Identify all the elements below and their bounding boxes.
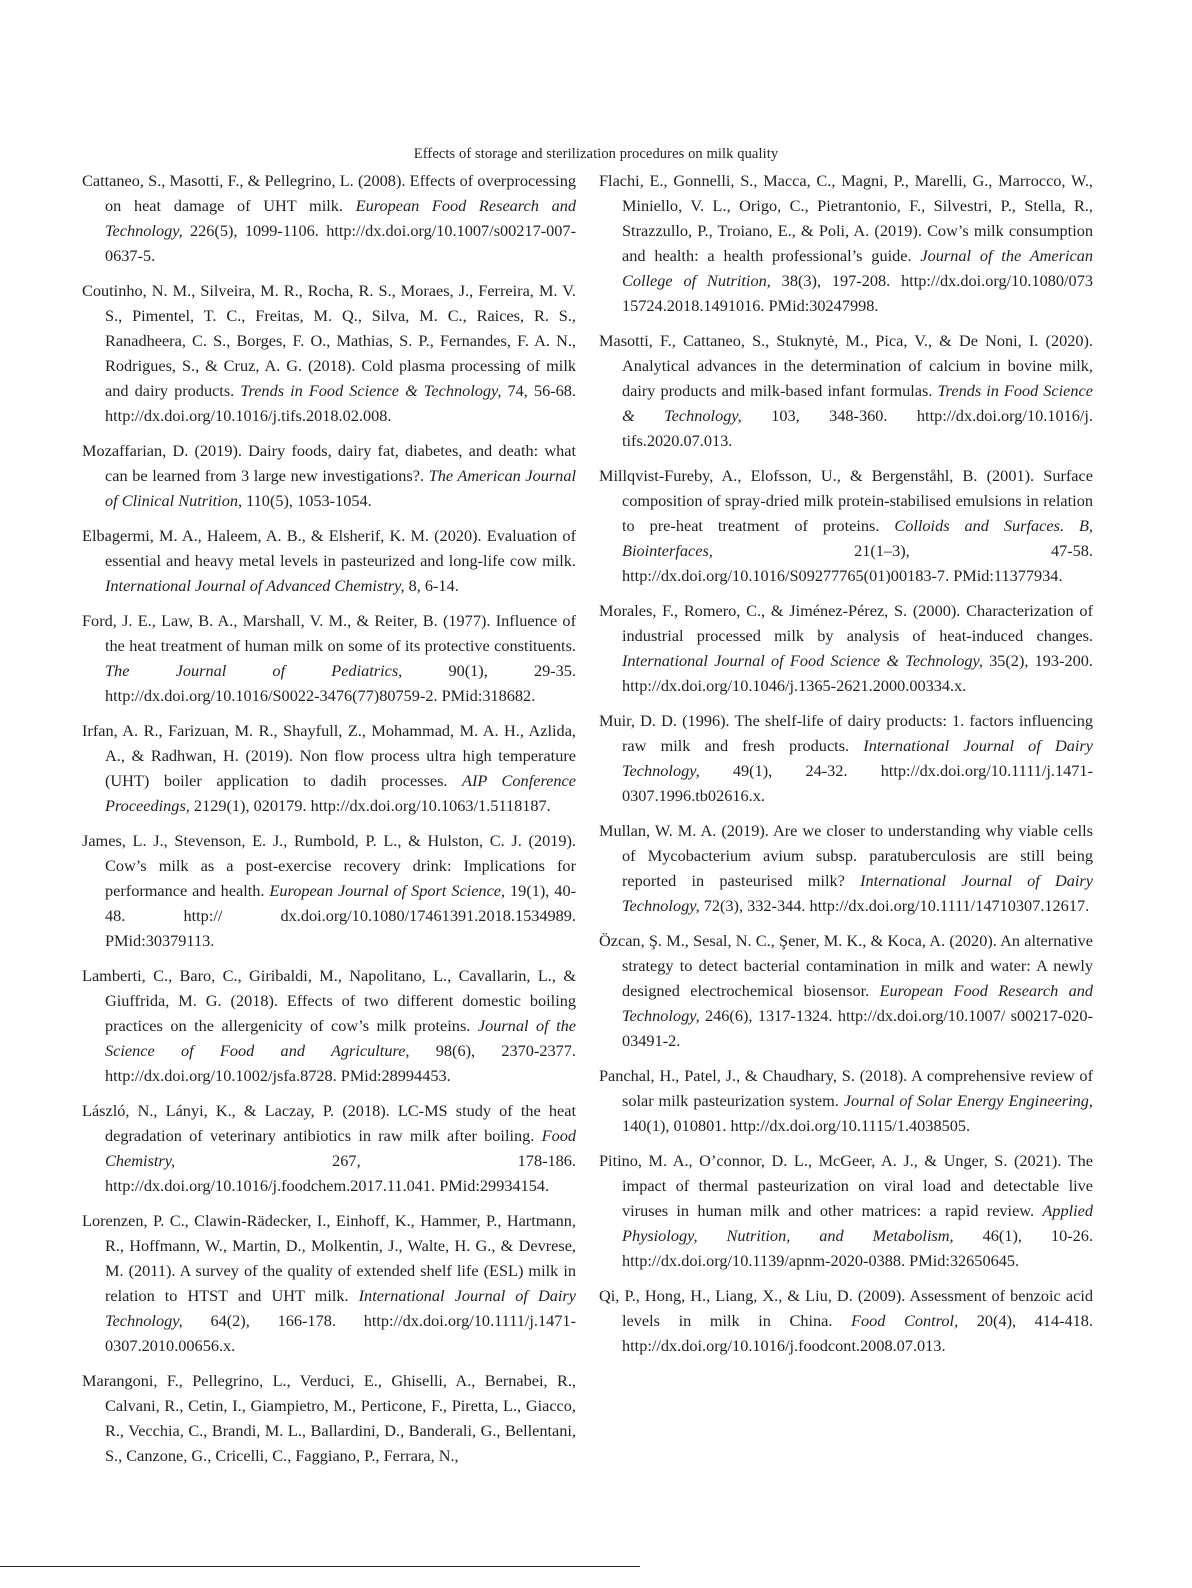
reference-details: 110(5), 1053-1054. (242, 491, 372, 510)
reference-text: Lorenzen, P. C., Clawin-Rädecker, I., Einhoff, K., Hammer, P., Hartmann, R., Hoffmann, W., Martin, D., Molkentin, J., Walte, H. G., & Devrese, M. (2011). A survey of the quality of extended shelf life (ESL) milk in relation to HTST and UHT milk. (82, 1211, 576, 1305)
reference-details: 20(4), 414-418. http://dx.doi.org/10.1016/j.foodcont.2008.07.013. (622, 1311, 1094, 1355)
reference-text: Qi, P., Hong, H., Liang, X., & Liu, D. (2009). Assessment of benzoic acid levels in milk in China. (599, 1286, 1093, 1330)
reference-entry (82, 523, 576, 598)
reference-text: Mozaffarian, D. (2019). Dairy foods, dairy fat, diabetes, and death: what can be learned from 3 large new investigations?. (82, 441, 576, 485)
references-column-right (599, 168, 1093, 1358)
reference-details: 90(1), 29-35. http://dx.doi.org/10.1016/S0022-3476(77)80759-2. PMid:318682. (105, 661, 577, 705)
reference-details: 140(1), 010801. http://dx.doi.org/10.1115/1.4038505. (622, 1116, 971, 1135)
journal-title: International Journal of Dairy Technology, (622, 736, 1093, 780)
journal-title: Food Chemistry, (105, 1126, 576, 1170)
reference-entry (599, 708, 1093, 808)
reference-text: Elbagermi, M. A., Haleem, A. B., & Elsherif, K. M. (2020). Evaluation of essential and heavy metal levels in pasteurized and long-life cow milk. (82, 526, 576, 570)
reference-text: Lamberti, C., Baro, C., Giribaldi, M., Napolitano, L., Cavallarin, L., & Giuffrida, M. G. (2018). Effects of two different domestic boiling practices on the allergenicity of cow’s milk proteins. (82, 966, 576, 1035)
reference-details: 72(3), 332-344. http://dx.doi.org/10.1111/14710307.12617. (699, 896, 1090, 915)
reference-details: 21(1–3), 47-58. http://dx.doi.org/10.1016/S09277765(01)00183-7. PMid:11377934. (622, 541, 1093, 585)
reference-details: 38(3), 197-208. http://dx.doi.org/10.1080/073 15724.2018.1491016. PMid:30247998. (622, 271, 1093, 315)
reference-details: 19(1), 40-48. http:// dx.doi.org/10.1080/17461391.2018.1534989. PMid:30379113. (105, 881, 577, 950)
reference-entry (82, 438, 576, 513)
journal-title: International Journal of Dairy Technology, (105, 1286, 576, 1330)
reference-text: Panchal, H., Patel, J., & Chaudhary, S. (2018). A comprehensive review of solar milk pasteurization system. (599, 1066, 1093, 1110)
references-column-left (82, 168, 576, 1468)
reference-details: 246(6), 1317-1324. http://dx.doi.org/10.1007/ s00217-020-03491-2. (622, 1006, 1093, 1050)
journal-title: Journal of the Science of Food and Agriculture, (105, 1016, 576, 1060)
reference-details: 64(2), 166-178. http://dx.doi.org/10.1111/j.1471-0307.2010.00656.x. (105, 1311, 576, 1355)
reference-entry (82, 1368, 576, 1468)
reference-text: Marangoni, F., Pellegrino, L., Verduci, E., Ghiselli, A., Bernabei, R., Calvani, R., Cetin, I., Giampietro, M., Perticone, F., Piretta, L., Giacco, R., Vecchia, C., Brandi, M. L., Ballardini, D., Banderali, G., Bellentani, S., Canzone, G., Cricelli, C., Faggiano, P., Ferrara, N., (82, 1371, 576, 1465)
reference-entry (599, 463, 1093, 588)
reference-text: Ford, J. E., Law, B. A., Marshall, V. M., & Reiter, B. (1977). Influence of the heat treatment of human milk on some of its protective constituents. (82, 611, 576, 655)
reference-entry (82, 278, 576, 428)
reference-text: Millqvist-Fureby, A., Elofsson, U., & Bergenståhl, B. (2001). Surface composition of spray-dried milk protein-stabilised emulsions in relation to pre-heat treatment of proteins. (599, 466, 1093, 535)
reference-text: László, N., Lányi, K., & Laczay, P. (2018). LC-MS study of the heat degradation of veterinary antibiotics in raw milk after boiling. (82, 1101, 576, 1145)
reference-entry (82, 1098, 576, 1198)
reference-entry (82, 828, 576, 953)
reference-entry (599, 328, 1093, 453)
journal-title: European Food Research and Technology, (622, 981, 1093, 1025)
reference-entry (82, 168, 576, 268)
reference-details: 46(1), 10-26. http://dx.doi.org/10.1139/apnm-2020-0388. PMid:32650645. (622, 1226, 1094, 1270)
reference-entry (599, 1148, 1093, 1273)
reference-entry (599, 1063, 1093, 1138)
reference-text: Morales, F., Romero, C., & Jiménez-Pérez, S. (2000). Characterization of industrial processed milk by analysis of heat-induced changes. (599, 601, 1093, 645)
reference-details: 98(6), 2370-2377. http://dx.doi.org/10.1002/jsfa.8728. PMid:28994453. (105, 1041, 576, 1085)
reference-details: 226(5), 1099-1106. http://dx.doi.org/10.1007/s00217-007-0637-5. (105, 221, 576, 265)
reference-text: Cattaneo, S., Masotti, F., & Pellegrino, L. (2008). Effects of overprocessing on heat damage of UHT milk. (82, 171, 576, 215)
reference-entry (82, 608, 576, 708)
reference-entry (82, 1208, 576, 1358)
journal-title: Journal of the American College of Nutrition, (622, 246, 1093, 290)
journal-title: Colloids and Surfaces. B, Biointerfaces, (622, 516, 1094, 560)
journal-title: International Journal of Food Science & Technology, (622, 651, 983, 670)
reference-text: James, L. J., Stevenson, E. J., Rumbold, P. L., & Hulston, C. J. (2019). Cow’s milk as a post-exercise recovery drink: Implications for performance and health. (82, 831, 576, 900)
journal-title: The American Journal of Clinical Nutrition, (105, 466, 576, 510)
reference-entry (82, 718, 576, 818)
journal-title: Food Control, (851, 1311, 959, 1330)
reference-text: Muir, D. D. (1996). The shelf-life of dairy products: 1. factors influencing raw milk and fresh products. (599, 711, 1093, 755)
reference-text: Flachi, E., Gonnelli, S., Macca, C., Magni, P., Marelli, G., Marrocco, W., Miniello, V. L., Origo, C., Pietrantonio, F., Silvestri, P., Stella, R., Strazzullo, P., Troiano, E., & Poli, A. (2019). Cow’s milk consumption and health: a health professional’s guide. (599, 171, 1093, 265)
reference-entry (599, 168, 1093, 318)
journal-title: International Journal of Dairy Technology, (622, 871, 1093, 915)
journal-title: Applied Physiology, Nutrition, and Metabolism, (622, 1201, 1093, 1245)
footer-rule (0, 1566, 640, 1567)
reference-details: 35(2), 193-200. http://dx.doi.org/10.1046/j.1365-2621.2000.00334.x. (622, 651, 1093, 695)
reference-details: 103, 348-360. http://dx.doi.org/10.1016/j. tifs.2020.07.013. (622, 406, 1093, 450)
reference-text: Mullan, W. M. A. (2019). Are we closer to understanding why viable cells of Mycobacterium avium subsp. paratuberculosis are still being reported in pasteurised milk? (599, 821, 1093, 890)
journal-title: International Journal of Advanced Chemistry, (105, 576, 405, 595)
reference-details: 74, 56-68. http://dx.doi.org/10.1016/j.tifs.2018.02.008. (105, 381, 576, 425)
reference-text: Özcan, Ş. M., Sesal, N. C., Şener, M. K., & Koca, A. (2020). An alternative strategy to detect bacterial contamination in milk and water: A newly designed electrochemical biosensor. (599, 931, 1093, 1000)
reference-details: 267, 178-186. http://dx.doi.org/10.1016/j.foodchem.2017.11.041. PMid:29934154. (105, 1151, 576, 1195)
reference-details: 2129(1), 020179. http://dx.doi.org/10.1063/1.5118187. (189, 796, 551, 815)
reference-entry (82, 963, 576, 1088)
journal-title: European Food Research and Technology, (105, 196, 576, 240)
reference-details: 8, 6-14. (404, 576, 459, 595)
journal-title: Trends in Food Science & Technology, (622, 381, 1094, 425)
reference-text: Coutinho, N. M., Silveira, M. R., Rocha, R. S., Moraes, J., Ferreira, M. V. S., Pimentel, T. C., Freitas, M. Q., Silva, M. C., Raices, R. S., Ranadheera, C. S., Borges, F. O., Mathias, S. P., Fernandes, F. A. N., Rodrigues, S., & Cruz, A. G. (2018). Cold plasma processing of milk and dairy products. (82, 281, 576, 400)
journal-title: AIP Conference Proceedings, (105, 771, 576, 815)
reference-entry (599, 598, 1093, 698)
reference-entry (599, 928, 1093, 1053)
reference-text: Masotti, F., Cattaneo, S., Stuknytė, M., Pica, V., & De Noni, I. (2020). Analytical advances in the determination of calcium in bovine milk, dairy products and milk-based infant formulas. (599, 331, 1093, 400)
journal-title: Journal of Solar Energy Engineering, (843, 1091, 1093, 1110)
journal-title: The Journal of Pediatrics, (105, 661, 403, 680)
reference-details: 49(1), 24-32. http://dx.doi.org/10.1111/j.1471-0307.1996.tb02616.x. (622, 761, 1093, 805)
running-head: Effects of storage and sterilization procedures on milk quality (413, 146, 779, 162)
reference-entry (599, 818, 1093, 918)
reference-text: Irfan, A. R., Farizuan, M. R., Shayfull, Z., Mohammad, M. A. H., Azlida, A., & Radhwan, H. (2019). Non flow process ultra high temperature (UHT) boiler application to dadih processes. (82, 721, 576, 790)
journal-title: European Journal of Sport Science, (269, 881, 506, 900)
reference-text: Pitino, M. A., O’connor, D. L., McGeer, A. J., & Unger, S. (2021). The impact of thermal pasteurization on viral load and detectable live viruses in human milk and other matrices: a rapid review. (599, 1151, 1093, 1220)
reference-entry (599, 1283, 1093, 1358)
journal-title: Trends in Food Science & Technology, (240, 381, 502, 400)
